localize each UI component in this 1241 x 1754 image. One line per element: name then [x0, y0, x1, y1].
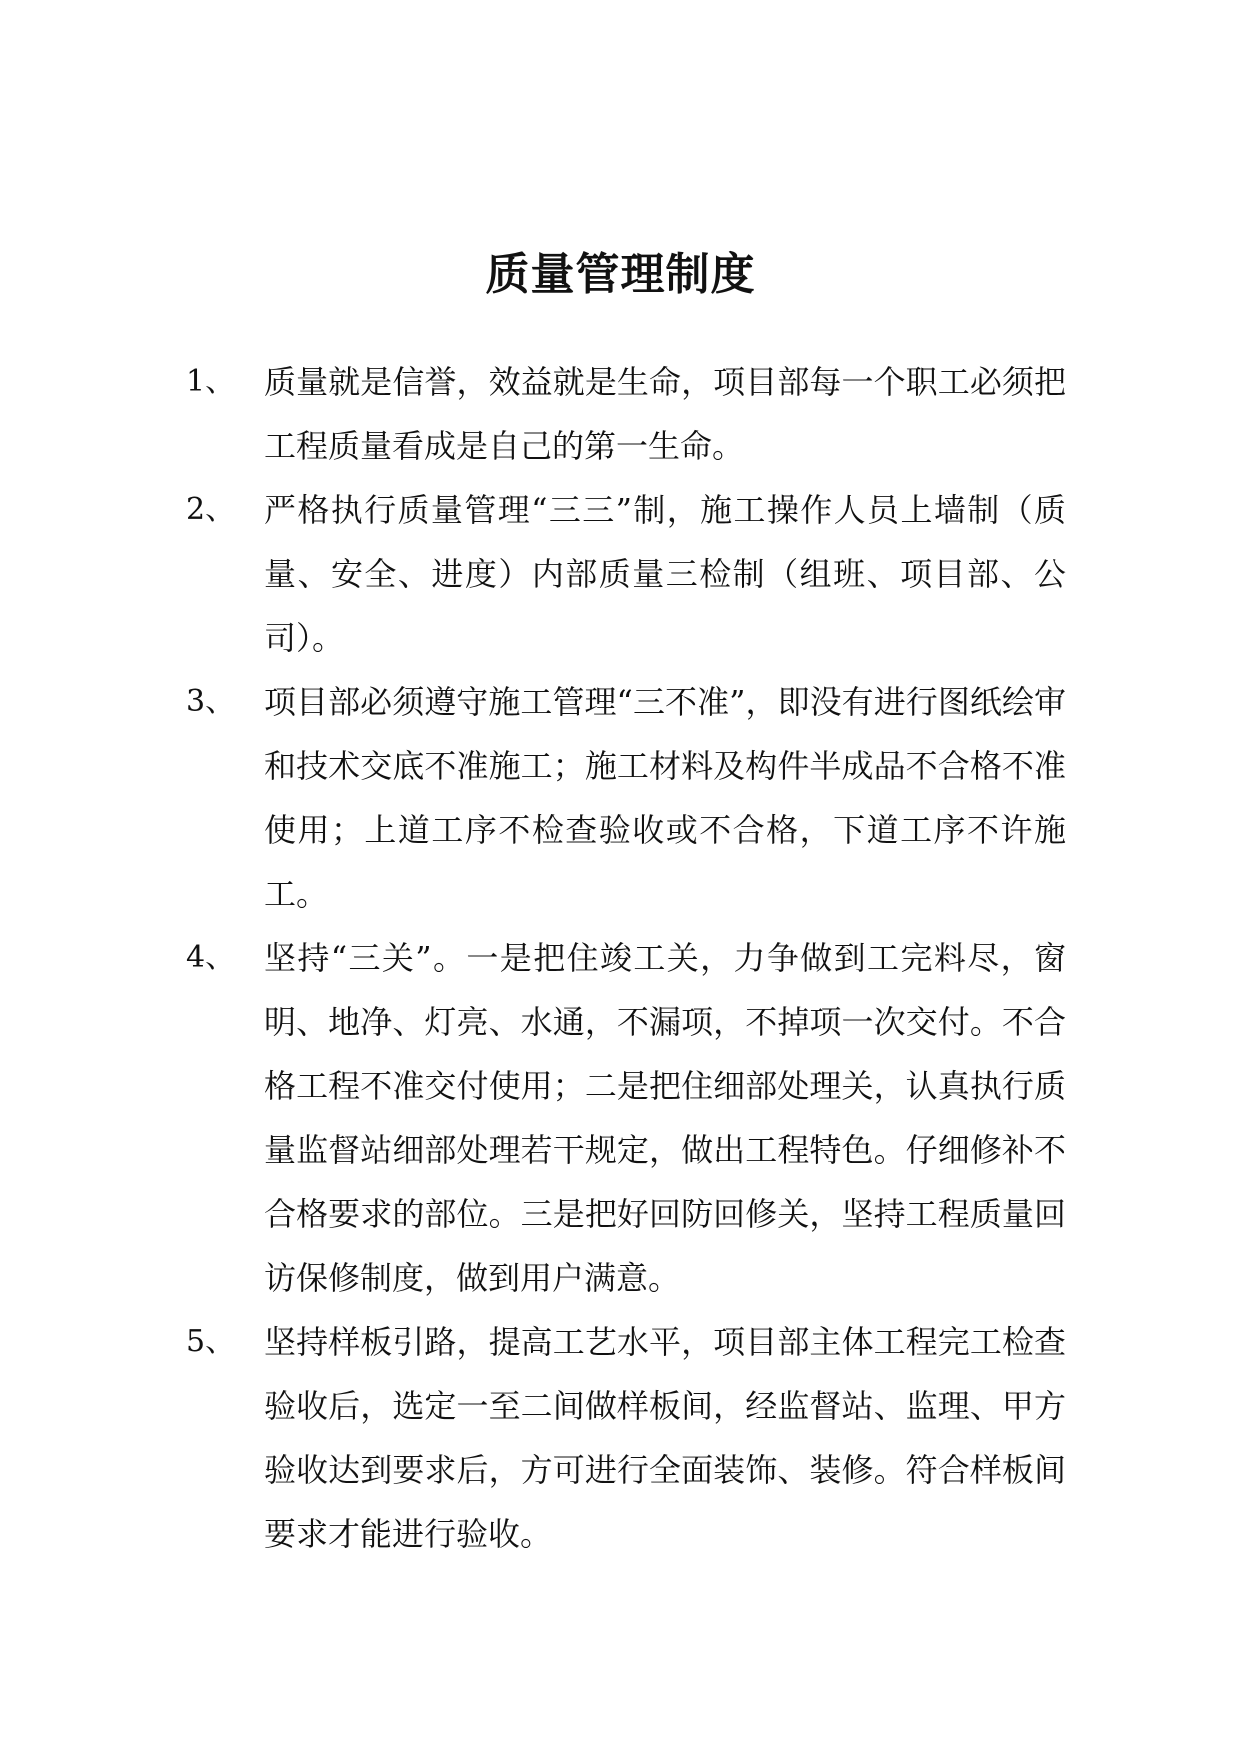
rule-item-5 — [186, 1310, 1066, 1566]
rule-text: 坚持样板引路，提高工艺水平，项目部主体工程完工检查验收后，选定一至二间做样板间，经监督站、监理、甲方验收达到要求后，方可进行全面装饰、装修。符合样板间要求才能进行验收。 — [264, 1323, 1066, 1553]
document-title: 质量管理制度 — [485, 249, 756, 301]
rule-text: 坚持“三关”。一是把住竣工关，力争做到工完料尽，窗明、地净、灯亮、水通，不漏项，不掉项一次交付。不合格工程不准交付使用；二是把住细部处理关，认真执行质量监督站细部处理若干规定，做出工程特色。仔细修补不合格要求的部位。三是把好回防回修关，坚持工程质量回访保修制度，做到用户满意。 — [264, 939, 1066, 1297]
rule-number: 1、 — [186, 364, 236, 399]
rule-number: 2、 — [186, 492, 236, 527]
rule-number: 4、 — [186, 940, 236, 975]
rule-number: 3、 — [186, 684, 236, 719]
rule-item-4 — [186, 926, 1066, 1310]
rule-item-3 — [186, 670, 1066, 926]
rule-item-2 — [186, 478, 1066, 670]
rule-text: 项目部必须遵守施工管理“三不准”，即没有进行图纸绘审和技术交底不准施工；施工材料及构件半成品不合格不准使用；上道工序不检查验收或不合格，下道工序不许施工。 — [264, 683, 1066, 913]
rule-text: 严格执行质量管理“三三”制，施工操作人员上墙制（质量、安全、进度）内部质量三检制（组班、项目部、公司）。 — [264, 491, 1066, 657]
rule-item-1 — [186, 350, 1066, 478]
rules-list — [186, 350, 1066, 1566]
rule-text: 质量就是信誉，效益就是生命，项目部每一个职工必须把工程质量看成是自己的第一生命。 — [264, 363, 1066, 465]
rule-number: 5、 — [186, 1324, 236, 1359]
